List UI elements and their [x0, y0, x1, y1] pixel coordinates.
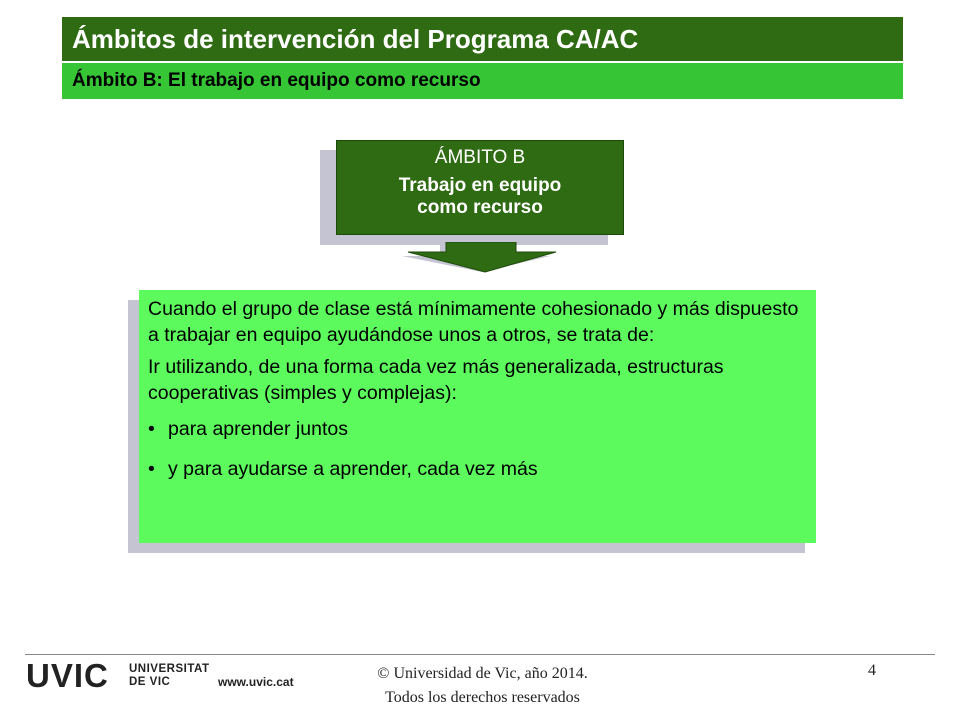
- logo-line-2: DE VIC: [129, 676, 171, 688]
- list-item-text: y para ayudarse a aprender, cada vez más: [168, 458, 538, 480]
- content-box: [139, 290, 816, 543]
- slide-subtitle: Ámbito B: El trabajo en equipo como recurso: [62, 63, 903, 99]
- bullet-icon: •: [148, 418, 155, 440]
- footer-divider: [25, 654, 935, 655]
- ambito-description: [337, 175, 623, 219]
- copyright-line-2: Todos los derechos reservados: [385, 689, 580, 706]
- ambito-line-2: como recurso: [417, 197, 543, 218]
- bullet-icon: •: [148, 458, 155, 480]
- slide-title: Ámbitos de intervención del Programa CA/AC: [62, 17, 903, 61]
- down-arrow-icon: [400, 242, 560, 274]
- logo-text: [129, 663, 209, 689]
- logo-line-1: UNIVERSITAT: [129, 663, 210, 675]
- logo-mark: UVIC: [26, 657, 109, 694]
- ambito-label: ÁMBITO B: [434, 147, 526, 168]
- list-item: [148, 416, 806, 442]
- content-paragraph-1: Cuando el grupo de clase está mínimamente cohesionado y más dispuesto a trabajar en equipo ayudándose unos a otros, se trata de:: [148, 298, 799, 346]
- footer-url[interactable]: www.uvic.cat: [218, 675, 294, 689]
- content-paragraph-2: Ir utilizando, de una forma cada vez más generalizada, estructuras cooperativas (simples y complejas):: [148, 356, 724, 404]
- page-number: 4: [868, 662, 876, 679]
- ambito-box: [336, 140, 624, 235]
- footer-copyright: [340, 662, 625, 710]
- ambito-line-1: Trabajo en equipo: [398, 175, 562, 196]
- copyright-line-1: © Universidad de Vic, año 2014.: [377, 665, 588, 682]
- list-item-text: para aprender juntos: [168, 418, 348, 440]
- list-item: [148, 456, 806, 482]
